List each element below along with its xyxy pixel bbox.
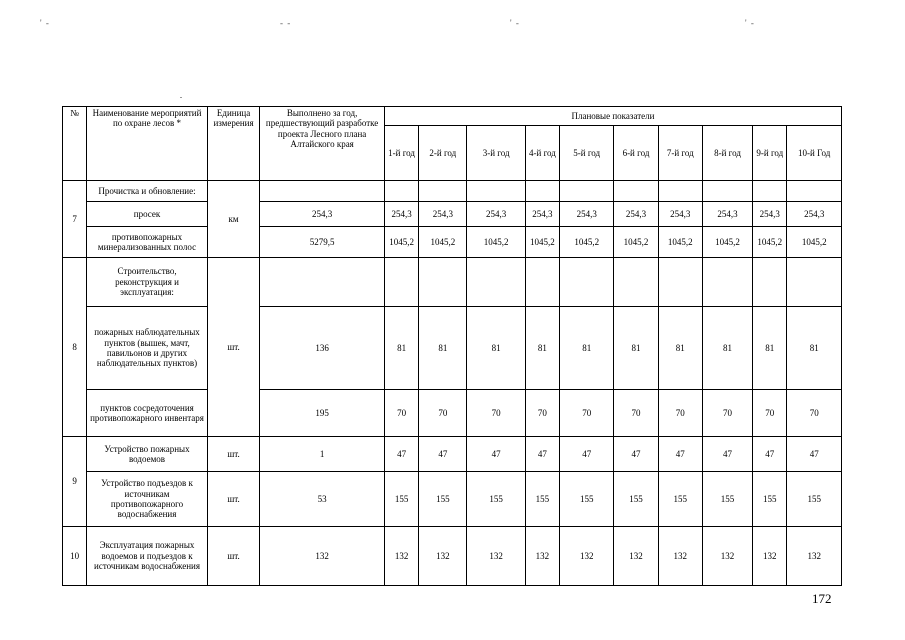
scan-mark: ' - xyxy=(510,18,520,28)
header-year: 10-й Год xyxy=(787,126,842,181)
plan-value: 1045,2 xyxy=(753,227,787,258)
plan-value: 81 xyxy=(702,307,752,390)
header-plan-indicators: Плановые показатели xyxy=(384,107,841,126)
plan-value: 81 xyxy=(753,307,787,390)
plan-value: 254,3 xyxy=(702,202,752,227)
activity-name: Строительство, реконструкция и эксплуатация: xyxy=(87,258,208,307)
plan-value: 47 xyxy=(560,437,614,472)
plan-value: 254,3 xyxy=(658,202,702,227)
plan-value xyxy=(614,181,658,202)
header-year: 5-й год xyxy=(560,126,614,181)
plan-value xyxy=(419,258,467,307)
plan-value: 254,3 xyxy=(525,202,559,227)
plan-value: 1045,2 xyxy=(560,227,614,258)
unit-cell: шт. xyxy=(207,437,259,472)
header-done-previous-year: Выполнено за год, предшествующий разработке проекта Лесного плана Алтайского края xyxy=(260,107,385,181)
scan-mark: ' - xyxy=(745,18,755,28)
done-value xyxy=(260,258,385,307)
unit-cell: км xyxy=(207,181,259,258)
plan-value: 70 xyxy=(560,390,614,437)
header-year: 1-й год xyxy=(384,126,418,181)
plan-value: 132 xyxy=(753,527,787,586)
plan-value: 81 xyxy=(384,307,418,390)
header-activity-name: Наименование мероприятий по охране лесов * xyxy=(87,107,208,181)
plan-value: 70 xyxy=(614,390,658,437)
activity-name: Устройство пожарных водоемов xyxy=(87,437,208,472)
plan-value: 132 xyxy=(384,527,418,586)
unit-cell: шт. xyxy=(207,258,259,437)
row-number: 8 xyxy=(63,258,87,437)
plan-value: 70 xyxy=(702,390,752,437)
plan-value: 254,3 xyxy=(419,202,467,227)
header-row xyxy=(63,107,842,126)
plan-value xyxy=(419,181,467,202)
header-unit: Единица измерения xyxy=(207,107,259,181)
plan-value: 47 xyxy=(614,437,658,472)
plan-value: 132 xyxy=(614,527,658,586)
plan-value: 254,3 xyxy=(560,202,614,227)
done-value xyxy=(260,181,385,202)
header-year: 7-й год xyxy=(658,126,702,181)
table-row xyxy=(63,437,842,472)
plan-value: 1045,2 xyxy=(419,227,467,258)
activity-name: пунктов сосредоточения противопожарного инвентаря xyxy=(87,390,208,437)
done-value: 195 xyxy=(260,390,385,437)
plan-value: 132 xyxy=(702,527,752,586)
done-value: 136 xyxy=(260,307,385,390)
table-row xyxy=(63,307,842,390)
plan-value xyxy=(614,258,658,307)
activity-name: пожарных наблюдательных пунктов (вышек, мачт, павильонов и других наблюдательных пунктов) xyxy=(87,307,208,390)
plan-value: 81 xyxy=(525,307,559,390)
plan-value xyxy=(384,258,418,307)
plan-value: 254,3 xyxy=(384,202,418,227)
plan-value xyxy=(560,258,614,307)
activity-name: Устройство подъездов к источникам противопожарного водоснабжения xyxy=(87,472,208,527)
scan-mark: ' - xyxy=(40,18,50,28)
plan-value xyxy=(702,258,752,307)
plan-value: 132 xyxy=(560,527,614,586)
plan-value: 47 xyxy=(753,437,787,472)
plan-value: 132 xyxy=(658,527,702,586)
plan-value xyxy=(467,181,525,202)
plan-value: 70 xyxy=(658,390,702,437)
plan-value: 47 xyxy=(525,437,559,472)
plan-value: 70 xyxy=(525,390,559,437)
plan-value: 81 xyxy=(787,307,842,390)
plan-value: 155 xyxy=(702,472,752,527)
header-year: 8-й год xyxy=(702,126,752,181)
plan-value: 1045,2 xyxy=(702,227,752,258)
activity-name: Эксплуатация пожарных водоемов и подъездов к источникам водоснабжения xyxy=(87,527,208,586)
plan-value: 47 xyxy=(658,437,702,472)
header-year: 4-й год xyxy=(525,126,559,181)
plan-value: 132 xyxy=(525,527,559,586)
scan-mark: - - xyxy=(280,18,292,28)
done-value: 254,3 xyxy=(260,202,385,227)
plan-value: 155 xyxy=(525,472,559,527)
plan-value: 1045,2 xyxy=(384,227,418,258)
header-year: 9-й год xyxy=(753,126,787,181)
plan-value: 132 xyxy=(787,527,842,586)
scan-speck xyxy=(180,97,182,98)
plan-value: 47 xyxy=(384,437,418,472)
header-year: 2-й год xyxy=(419,126,467,181)
plan-value: 1045,2 xyxy=(467,227,525,258)
scan-artifacts xyxy=(40,18,840,30)
row-number: 10 xyxy=(63,527,87,586)
plan-value xyxy=(560,181,614,202)
plan-value: 47 xyxy=(467,437,525,472)
plan-value: 81 xyxy=(658,307,702,390)
plan-value: 254,3 xyxy=(614,202,658,227)
unit-cell: шт. xyxy=(207,472,259,527)
done-value: 53 xyxy=(260,472,385,527)
plan-value xyxy=(787,181,842,202)
plan-value: 155 xyxy=(384,472,418,527)
table-row xyxy=(63,181,842,202)
plan-value: 81 xyxy=(419,307,467,390)
activity-name: противопожарных минерализованных полос xyxy=(87,227,208,258)
plan-value: 1045,2 xyxy=(614,227,658,258)
plan-value xyxy=(467,258,525,307)
plan-value: 1045,2 xyxy=(525,227,559,258)
plan-value: 132 xyxy=(419,527,467,586)
plan-value: 70 xyxy=(467,390,525,437)
plan-value xyxy=(787,258,842,307)
plan-value: 1045,2 xyxy=(658,227,702,258)
plan-value: 70 xyxy=(419,390,467,437)
activity-name: Прочистка и обновление: xyxy=(87,181,208,202)
plan-value: 155 xyxy=(467,472,525,527)
plan-value: 132 xyxy=(467,527,525,586)
table-row xyxy=(63,527,842,586)
activity-name: просек xyxy=(87,202,208,227)
plan-value xyxy=(753,181,787,202)
plan-value xyxy=(753,258,787,307)
plan-value: 81 xyxy=(614,307,658,390)
table-row xyxy=(63,390,842,437)
row-number: 7 xyxy=(63,181,87,258)
done-value: 132 xyxy=(260,527,385,586)
forest-protection-plan-table xyxy=(62,106,842,586)
table-row xyxy=(63,472,842,527)
plan-value: 155 xyxy=(753,472,787,527)
plan-value xyxy=(702,181,752,202)
plan-value: 70 xyxy=(787,390,842,437)
plan-value: 1045,2 xyxy=(787,227,842,258)
plan-value xyxy=(384,181,418,202)
plan-value xyxy=(658,181,702,202)
header-year: 3-й год xyxy=(467,126,525,181)
plan-value: 81 xyxy=(560,307,614,390)
plan-value xyxy=(525,181,559,202)
table-row xyxy=(63,258,842,307)
plan-value: 47 xyxy=(787,437,842,472)
plan-value xyxy=(525,258,559,307)
plan-value: 155 xyxy=(787,472,842,527)
plan-value: 47 xyxy=(419,437,467,472)
plan-value: 47 xyxy=(702,437,752,472)
plan-value: 254,3 xyxy=(467,202,525,227)
plan-value: 254,3 xyxy=(787,202,842,227)
plan-value: 70 xyxy=(753,390,787,437)
table-row xyxy=(63,202,842,227)
row-number: 9 xyxy=(63,437,87,527)
plan-value: 155 xyxy=(419,472,467,527)
plan-value: 254,3 xyxy=(753,202,787,227)
table-row xyxy=(63,227,842,258)
page-number: 172 xyxy=(812,591,832,606)
unit-cell: шт. xyxy=(207,527,259,586)
plan-value: 155 xyxy=(614,472,658,527)
header-year: 6-й год xyxy=(614,126,658,181)
plan-value: 70 xyxy=(384,390,418,437)
done-value: 5279,5 xyxy=(260,227,385,258)
plan-value xyxy=(658,258,702,307)
header-number: № xyxy=(63,107,87,181)
plan-value: 81 xyxy=(467,307,525,390)
plan-value: 155 xyxy=(658,472,702,527)
done-value: 1 xyxy=(260,437,385,472)
plan-value: 155 xyxy=(560,472,614,527)
